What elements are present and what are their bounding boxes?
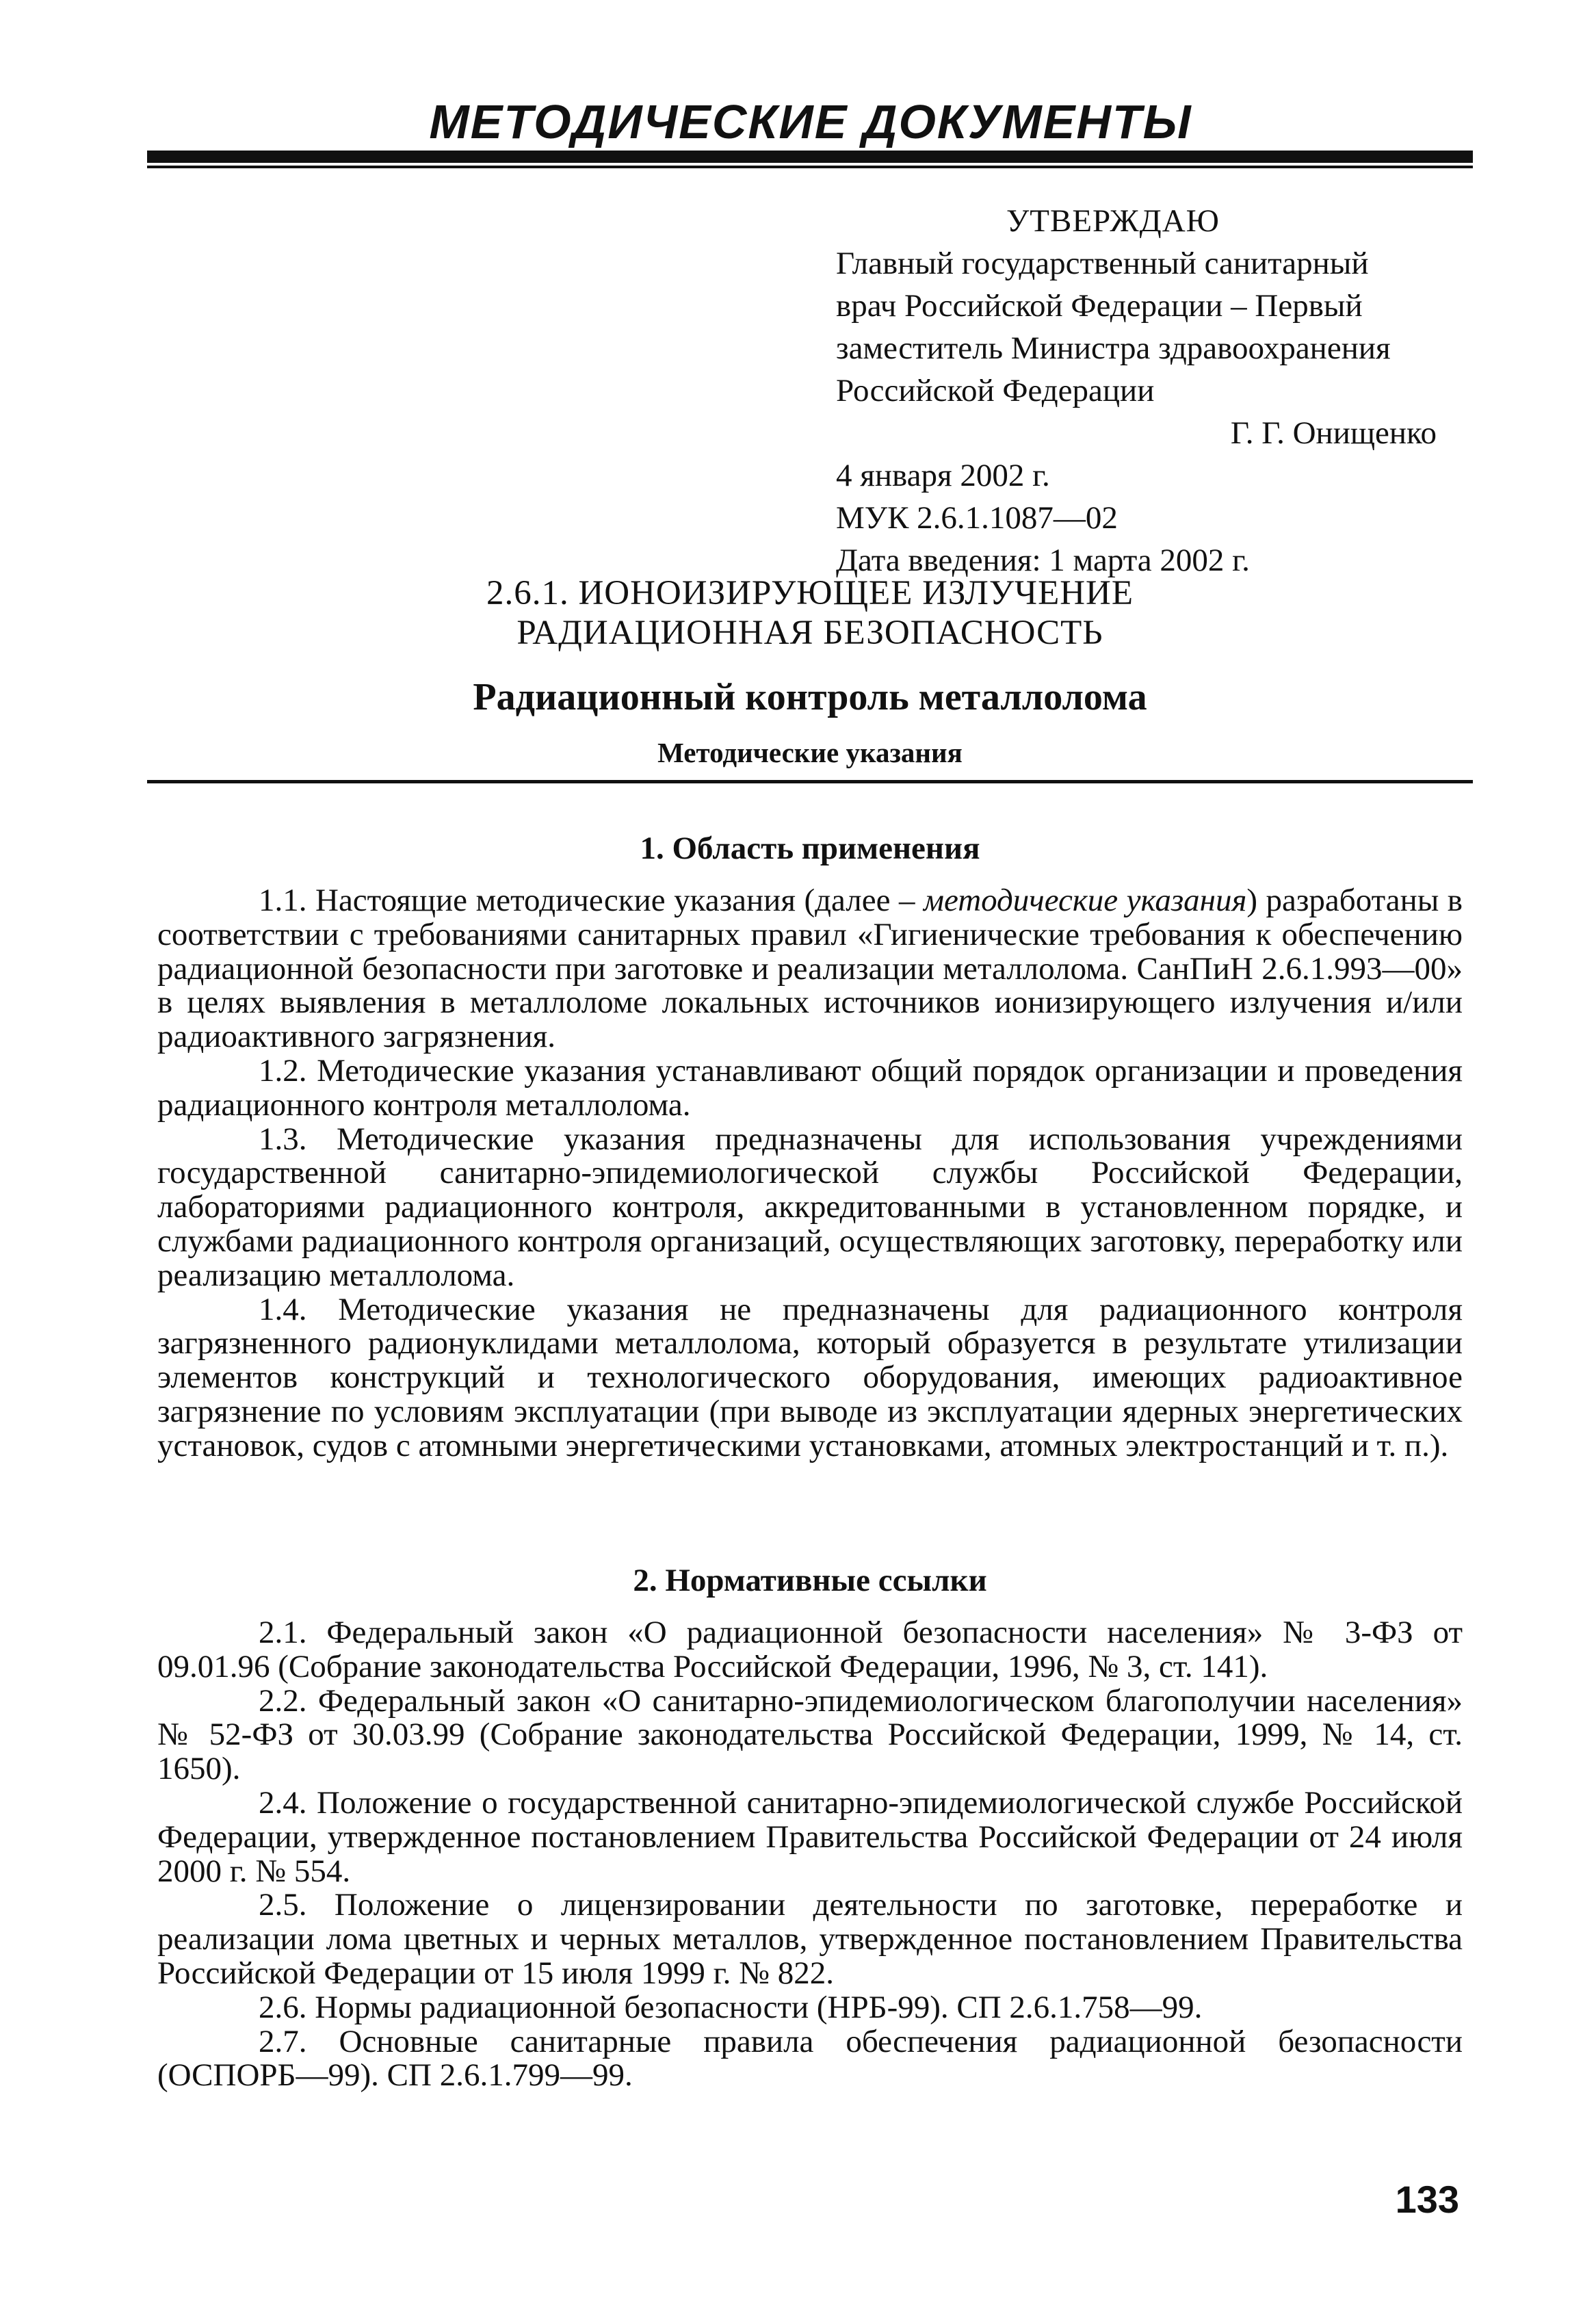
classification-line: РАДИАЦИОННАЯ БЕЗОПАСНОСТЬ [516, 614, 1103, 652]
header-rule-thin [147, 166, 1473, 168]
document-subtitle: Методические указания [657, 737, 963, 768]
paragraph: 2.1. Федеральный закон «О радиационной безопасности населения» № 3-ФЗ от 09.01.96 (Собрание законодательства Российской Федерации, 1996, № 3, ст. 141). [157, 1615, 1463, 1684]
paragraph: 2.4. Положение о государственной санитарно-эпидемиологической службе Российской Федерации, утвержденное постановлением Правительства Российской Федерации от 24 июля 2000 г. № 554. [157, 1784, 1463, 1889]
italic-term: методические указания [923, 883, 1247, 918]
approval-line: Главный государственный санитарный [836, 246, 1369, 281]
document-code: МУК 2.6.1.1087—02 [836, 500, 1118, 536]
paragraph: 1.2. Методические указания устанавливают общий порядок организации и проведения радиационного контроля металлолома. [157, 1052, 1463, 1123]
approval-signatory: Г. Г. Онищенко [1230, 415, 1437, 451]
paragraph: 2.6. Нормы радиационной безопасности (НРБ-99). СП 2.6.1.758—99. [259, 1989, 1203, 2025]
running-header: МЕТОДИЧЕСКИЕ ДОКУМЕНТЫ [429, 95, 1192, 148]
approval-date: 4 января 2002 г. [836, 458, 1050, 493]
effective-date: Дата введения: 1 марта 2002 г. [836, 543, 1250, 578]
paragraph: 2.2. Федеральный закон «О санитарно-эпидемиологическом благополучии населения» № 52-ФЗ от 30.03.99 (Собрание законодательства Российской Федерации, 1999, № 14, ст. 1650). [157, 1682, 1463, 1787]
approval-line: заместитель Министра здравоохранения [836, 330, 1391, 366]
section-body [157, 1616, 1463, 2093]
approval-line: врач Российской Федерации – Первый [836, 288, 1363, 324]
approval-line: Российской Федерации [836, 373, 1155, 408]
header-rule-thick [147, 151, 1473, 163]
paragraph: 2.5. Положение о лицензировании деятельности по заготовке, переработке и реализации лома цветных и черных металлов, утвержденное постановлением Правительства Российской Федерации от 15 июля 1999 г. № 822. [157, 1887, 1463, 1991]
document-title: Радиационный контроль металлолома [473, 676, 1147, 718]
section-title: 1. Область применения [640, 831, 980, 866]
approval-block [836, 200, 1472, 582]
section-title: 2. Нормативные ссылки [633, 1563, 987, 1598]
paragraph: 1.3. Методические указания предназначены для использования учреждениями государственной санитарно-эпидемиологической службы Российской Федерации, лабораториями радиационного контроля, аккредитованными в установленном порядке, и службами радиационного контроля организаций, осуществляющих заготовку, переработку или реализацию металлолома. [157, 1121, 1463, 1293]
classification-line: 2.6.1. ИОНОИЗИРУЮЩЕЕ ИЗЛУЧЕНИЕ [486, 574, 1134, 612]
paragraph: 1.4. Методические указания не предназначены для радиационного контроля загрязненного радионуклидами металлолома, который образуется в результате утилизации элементов конструкций и технологического оборудования, имеющих радиоактивное загрязнение по условиям эксплуатации (при выводе из эксплуатации ядерных энергетических установок, судов с атомными энергетическими установками, атомных электростанций и т. п.). [157, 1291, 1463, 1463]
page-number: 133 [1395, 2178, 1459, 2221]
approval-heading: УТВЕРЖДАЮ [1006, 203, 1220, 239]
section-body [157, 884, 1463, 1463]
paragraph: 1.1. Настоящие методические указания (далее – методические указания) разработаны в соответствии с требованиями санитарных правил «Гигиенические требования к обеспечению радиационной безопасности при заготовке и реализации металлолома. СанПиН 2.6.1.993—00» в целях выявления в металлоломе локальных источников ионизирующего излучения и/или радиоактивного загрязнения. [157, 883, 1463, 1055]
paragraph: 2.7. Основные санитарные правила обеспечения радиационной безопасности (ОСПОРБ—99). СП 2.6.1.799—99. [157, 2023, 1463, 2094]
document-heading [147, 573, 1473, 770]
title-divider [147, 780, 1473, 783]
